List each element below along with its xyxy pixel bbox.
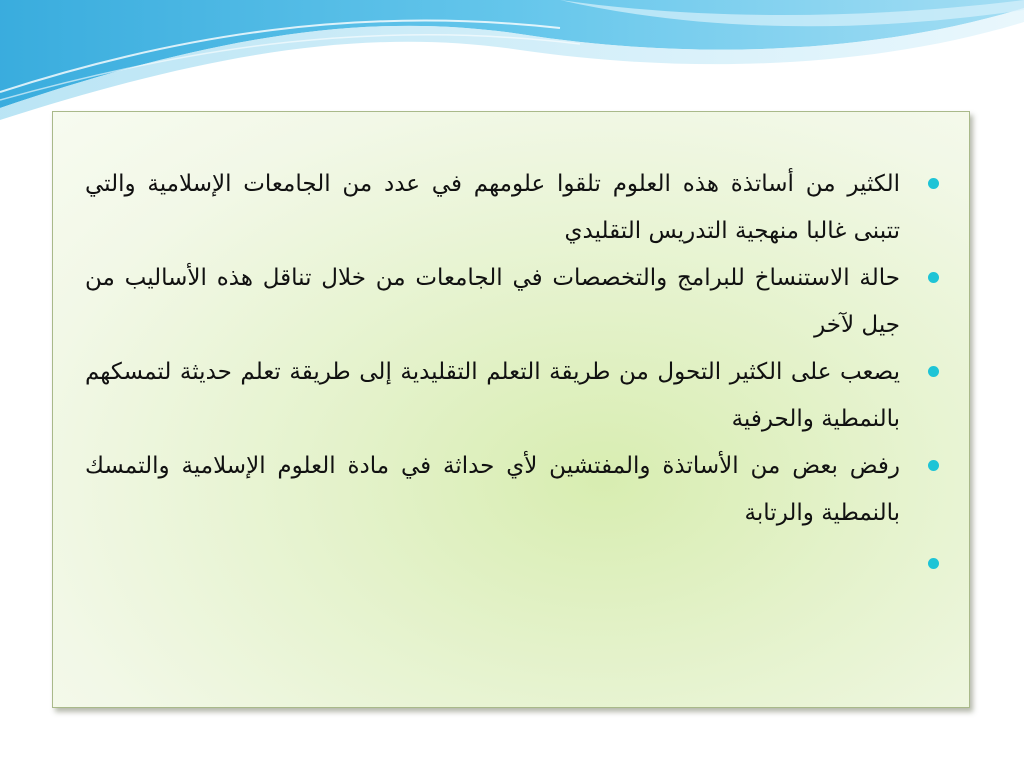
bullet-item [85, 443, 945, 537]
bullet-text: رفض بعض من الأساتذة والمفتشين لأي حداثة في مادة العلوم الإسلامية والتمسك بالنمطية والرتابة [85, 453, 900, 526]
bullet-list [85, 161, 945, 588]
bullet-item [85, 255, 945, 349]
bullet-item-empty [85, 541, 945, 588]
bullet-text: يصعب على الكثير التحول من طريقة التعلم التقليدية إلى طريقة تعلم حديثة لتمسكهم بالنمطية والحرفية [85, 359, 900, 432]
bullet-dot-icon [928, 272, 939, 283]
bullet-item [85, 349, 945, 443]
bullet-dot-icon [928, 558, 939, 569]
bullet-dot-icon [928, 178, 939, 189]
header-wave-decoration [0, 0, 1024, 120]
bullet-dot-icon [928, 460, 939, 471]
content-box [52, 111, 970, 708]
bullet-text: الكثير من أساتذة هذه العلوم تلقوا علومهم في عدد من الجامعات الإسلامية والتي تتبنى غالبا منهجية التدريس التقليدي [85, 171, 900, 244]
bullet-item [85, 161, 945, 255]
bullet-dot-icon [928, 366, 939, 377]
bullet-text: حالة الاستنساخ للبرامج والتخصصات في الجامعات من خلال تناقل هذه الأساليب من جيل لآخر [85, 265, 900, 338]
